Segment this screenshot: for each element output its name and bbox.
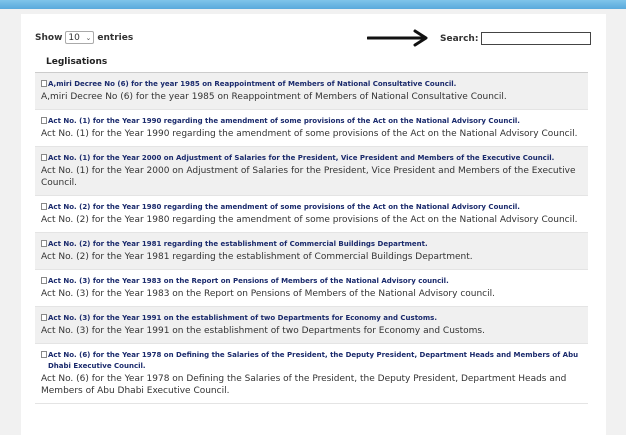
row-description: Act No. (2) for the Year 1981 regarding the establishment of Commercial Buildings Department.	[41, 252, 473, 262]
entries-select-value: 10	[68, 32, 80, 43]
document-icon	[41, 203, 47, 210]
document-icon	[41, 314, 47, 321]
show-label: Show	[35, 32, 63, 43]
legislations-table-body	[35, 73, 588, 404]
table-row	[35, 147, 588, 196]
row-title-link[interactable]	[41, 116, 582, 127]
table-row	[35, 73, 588, 110]
row-description: Act No. (3) for the Year 1983 on the Report on Pensions of Members of the National Advisory council.	[41, 289, 495, 299]
row-title-text: Act No. (2) for the Year 1981 regarding the establishment of Commercial Buildings Department.	[48, 240, 428, 248]
search-label: Search:	[440, 33, 479, 44]
row-title-link[interactable]	[41, 313, 582, 324]
arrow-right-icon	[367, 29, 429, 47]
row-title-link[interactable]	[41, 239, 582, 250]
document-icon	[41, 154, 47, 161]
search-input[interactable]	[481, 32, 591, 45]
row-description: Act No. (1) for the Year 1990 regarding the amendment of some provisions of the Act on the National Advisory Council.	[41, 129, 578, 139]
document-icon	[41, 351, 47, 358]
row-title-text: Act No. (1) for the Year 1990 regarding the amendment of some provisions of the Act on the National Advisory Council.	[48, 117, 520, 125]
table-row	[35, 110, 588, 147]
search-control	[440, 32, 591, 45]
row-title-text: Act No. (3) for the Year 1983 on the Report on Pensions of Members of the National Advisory council.	[48, 277, 449, 285]
row-title-text: Act No. (2) for the Year 1980 regarding the amendment of some provisions of the Act on the National Advisory Council.	[48, 203, 520, 211]
document-icon	[41, 117, 47, 124]
row-description: A,miri Decree No (6) for the year 1985 on Reappointment of Members of National Consultative Council.	[41, 92, 507, 102]
row-title-text: A,miri Decree No (6) for the year 1985 on Reappointment of Members of National Consultative Council.	[48, 80, 457, 88]
row-title-text: Act No. (6) for the Year 1978 on Defining the Salaries of the President, the Deputy President, Department Heads and Members of Abu Dhabi Executive Council.	[48, 351, 579, 370]
row-title-text: Act No. (1) for the Year 2000 on Adjustment of Salaries for the President, Vice President and Members of the Executive Council.	[48, 154, 555, 162]
entries-select[interactable]	[65, 31, 94, 44]
document-icon	[41, 80, 47, 87]
document-icon	[41, 240, 47, 247]
top-bar	[0, 0, 626, 9]
row-description: Act No. (2) for the Year 1980 regarding the amendment of some provisions of the Act on the National Advisory Council.	[41, 215, 578, 225]
row-title-link[interactable]	[41, 350, 582, 372]
row-description: Act No. (3) for the Year 1991 on the establishment of two Departments for Economy and Customs.	[41, 326, 485, 336]
column-header-legislations[interactable]: Leglisations	[46, 57, 108, 67]
entries-length-control	[35, 31, 133, 44]
row-title-link[interactable]	[41, 276, 582, 287]
table-row	[35, 344, 588, 404]
table-row	[35, 233, 588, 270]
row-title-link[interactable]	[41, 202, 582, 213]
chevron-down-icon: ⌄	[85, 33, 92, 42]
row-title-link[interactable]	[41, 153, 582, 164]
row-title-link[interactable]	[41, 79, 582, 90]
entries-label: entries	[97, 32, 134, 43]
document-icon	[41, 277, 47, 284]
table-row	[35, 307, 588, 344]
row-description: Act No. (6) for the Year 1978 on Defining the Salaries of the President, the Deputy President, Department Heads and Members of Abu Dhabi Executive Council.	[41, 374, 567, 396]
table-row	[35, 270, 588, 307]
legislations-panel	[21, 14, 606, 435]
table-row	[35, 196, 588, 233]
row-description: Act No. (1) for the Year 2000 on Adjustment of Salaries for the President, Vice President and Members of the Executive Council.	[41, 166, 576, 188]
row-title-text: Act No. (3) for the Year 1991 on the establishment of two Departments for Economy and Customs.	[48, 314, 437, 322]
